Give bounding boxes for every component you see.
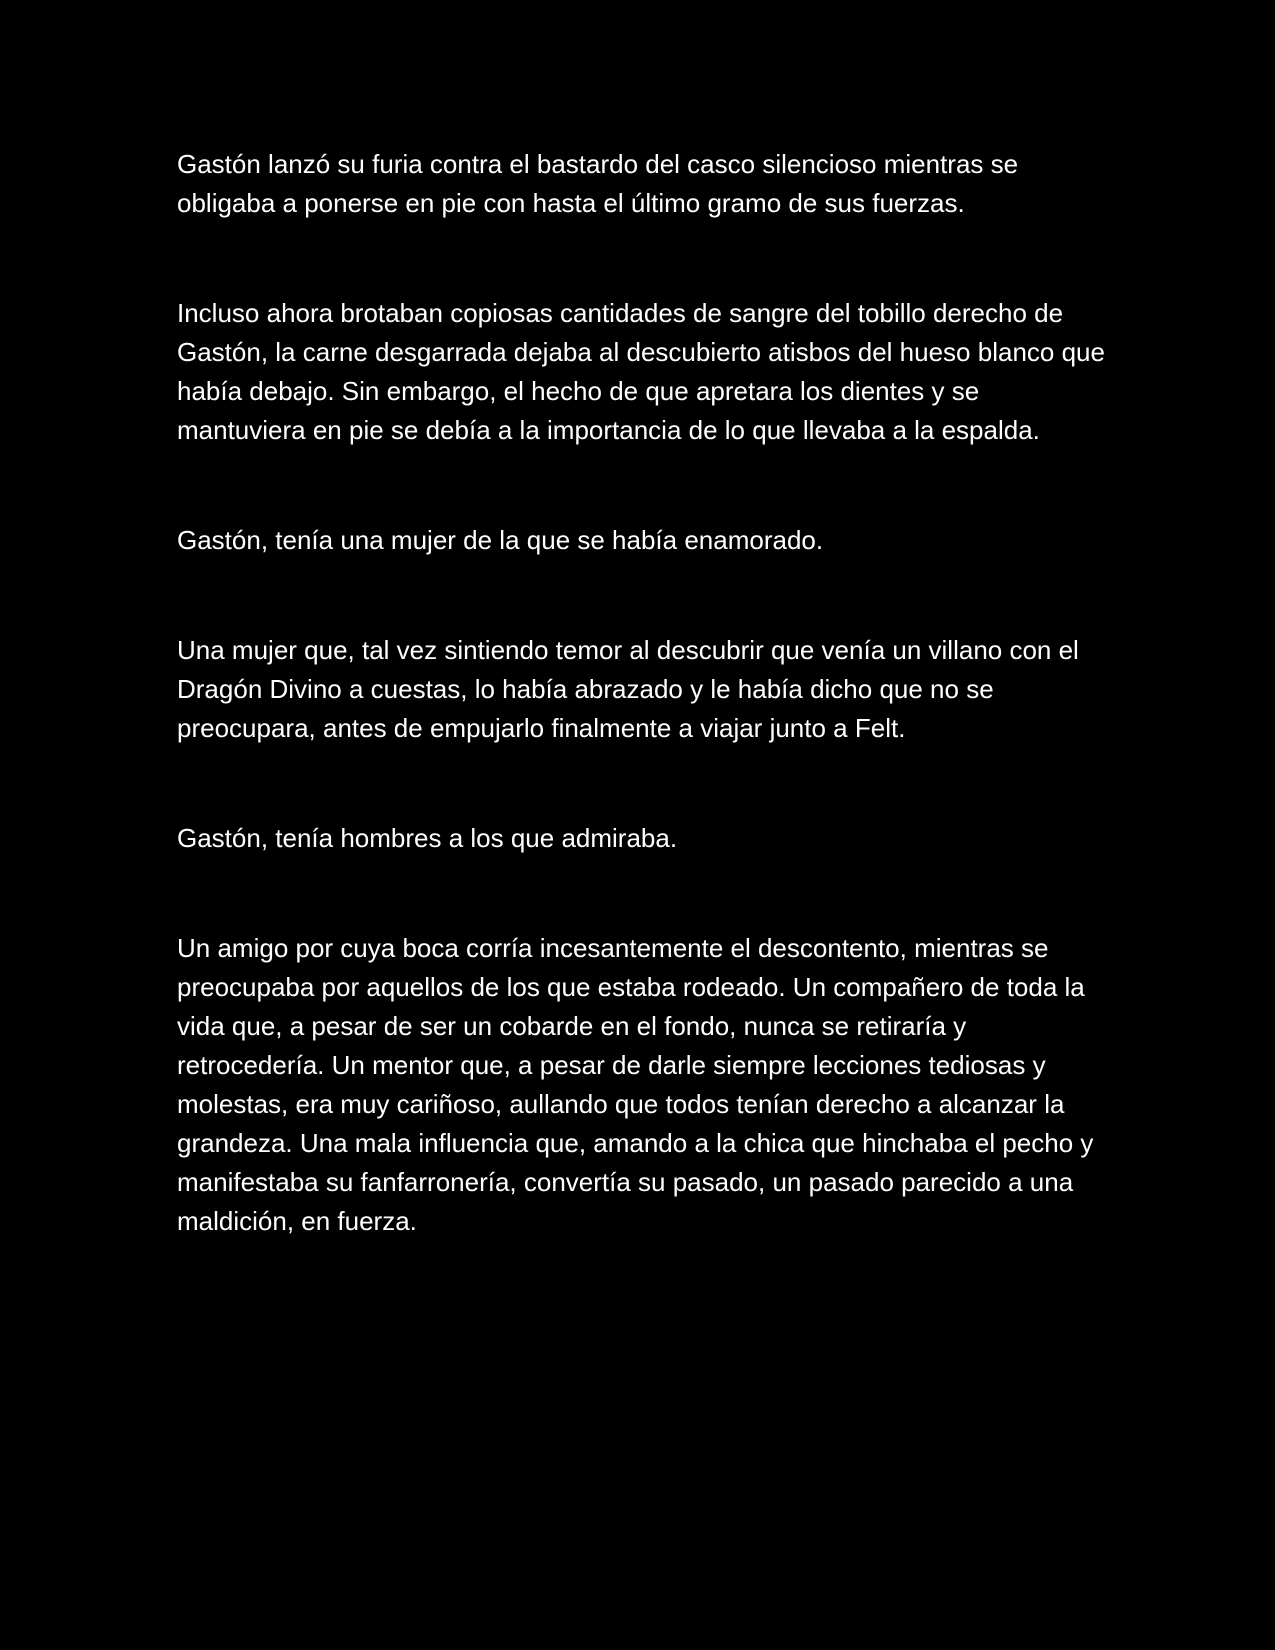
body-text [177, 145, 1107, 1241]
paragraph-2: Incluso ahora brotaban copiosas cantidades de sangre del tobillo derecho de Gastón, la carne desgarrada dejaba al descubierto atisbos del hueso blanco que había debajo. Sin embargo, el hecho de que apretara los dientes y se mantuviera en pie se debía a la importancia de lo que llevaba a la espalda. [177, 298, 1105, 445]
paragraph-4: Una mujer que, tal vez sintiendo temor al descubrir que venía un villano con el Dragón Divino a cuestas, lo había abrazado y le había dicho que no se preocupara, antes de empujarlo finalmente a viajar junto a Felt. [177, 635, 1079, 743]
paragraph-6: Un amigo por cuya boca corría incesantemente el descontento, mientras se preocupaba por aquellos de los que estaba rodeado. Un compañero de toda la vida que, a pesar de ser un cobarde en el fondo, nunca se retiraría y retrocedería. Un mentor que, a pesar de darle siempre lecciones tediosas y molestas, era muy cariñoso, aullando que todos tenían derecho a alcanzar la grandeza. Una mala influencia que, amando a la chica que hinchaba el pecho y manifestaba su fanfarronería, convertía su pasado, un pasado parecido a una maldición, en fuerza. [177, 933, 1094, 1236]
paragraph-3: Gastón, tenía una mujer de la que se había enamorado. [177, 525, 824, 555]
paragraph-5: Gastón, tenía hombres a los que admiraba. [177, 823, 678, 853]
paragraph-1: Gastón lanzó su furia contra el bastardo del casco silencioso mientras se obligaba a ponerse en pie con hasta el último gramo de sus fuerzas. [177, 149, 1019, 218]
